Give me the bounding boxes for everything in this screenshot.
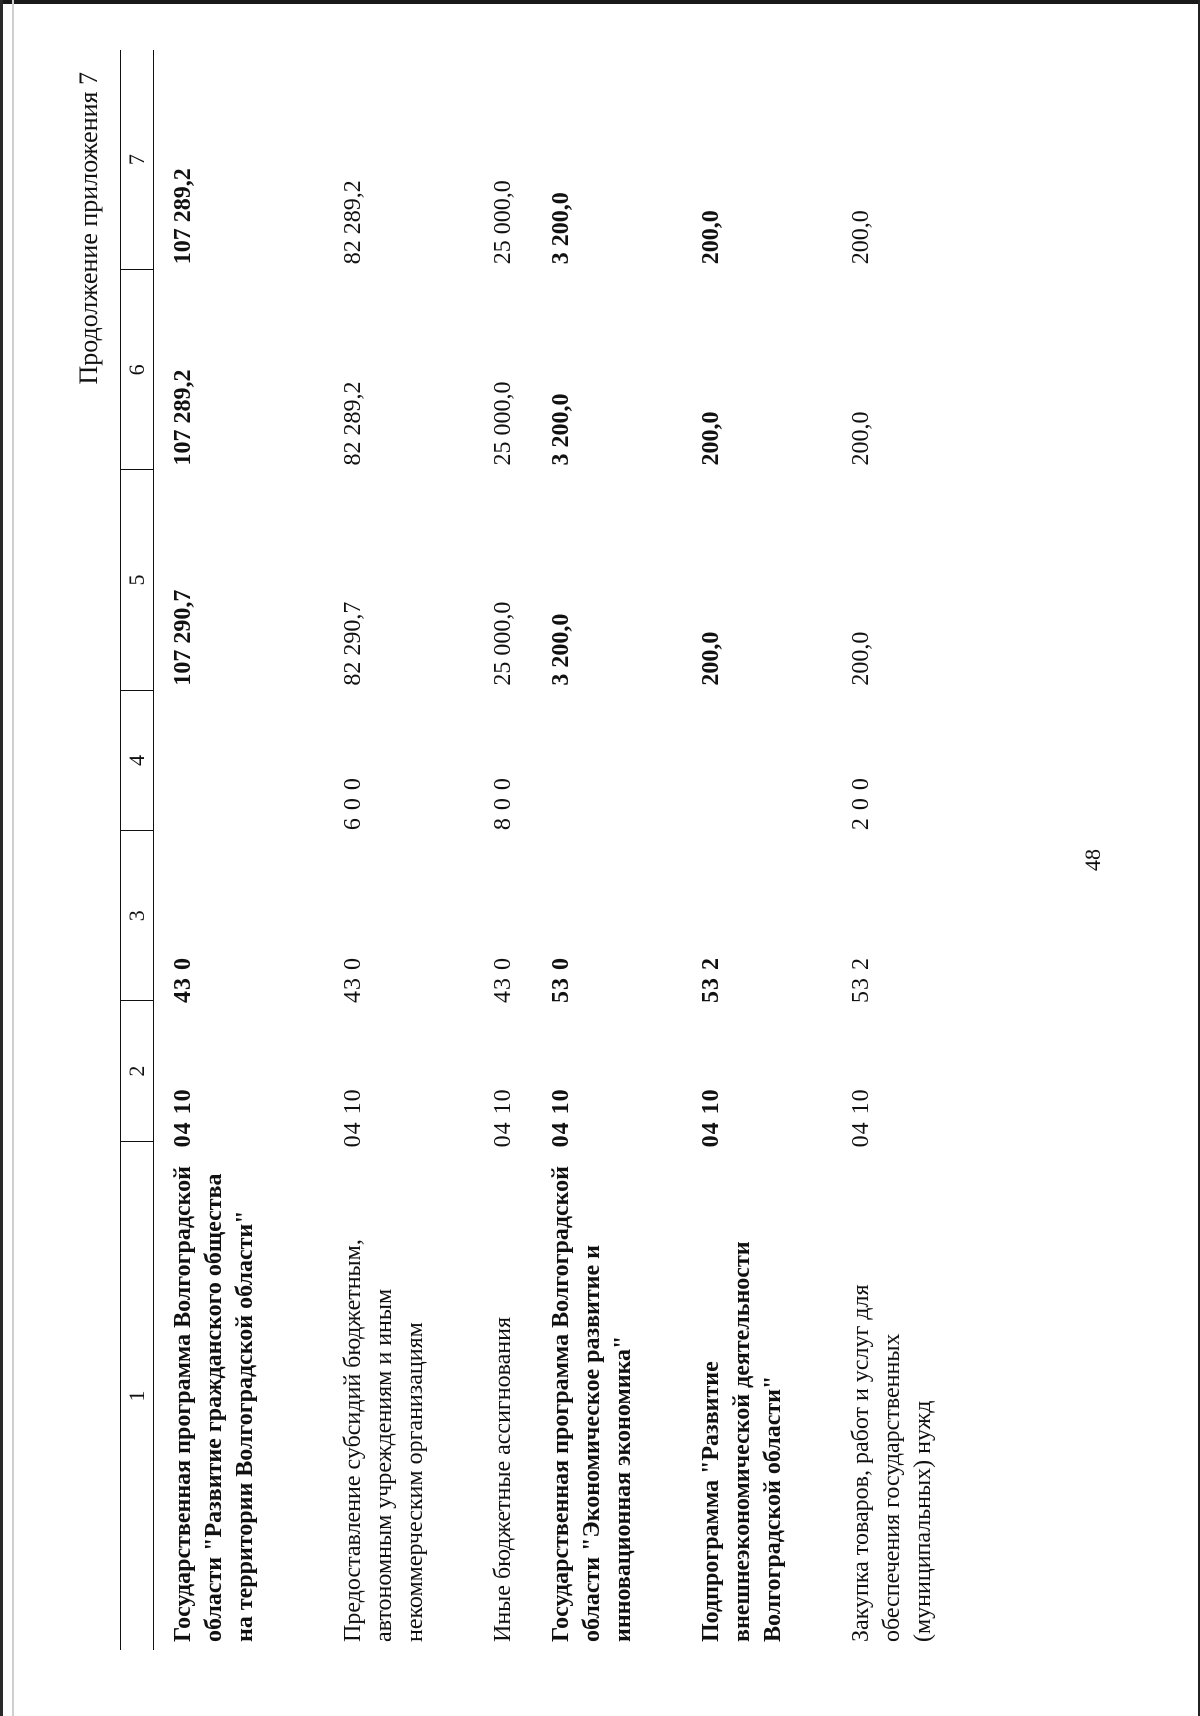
amount-col5: 3 200,0	[548, 613, 574, 686]
section-code: 04 10	[548, 1088, 574, 1148]
table-row	[846, 50, 956, 1650]
expense-type-code: 6 0 0	[340, 777, 366, 831]
row-name: Иные бюджетные ассигнования	[490, 1317, 516, 1642]
amount-col7: 200,0	[698, 210, 724, 265]
row-name: Предоставление субсидий бюджетным, автономным учреждениям и иным некоммерческим организациям	[340, 1239, 428, 1642]
amount-col6: 200,0	[698, 411, 724, 466]
section-code: 04 10	[490, 1088, 516, 1148]
column-number: 5	[121, 469, 153, 689]
amount-col7: 82 289,2	[340, 180, 366, 265]
column-number: 3	[121, 830, 153, 1000]
section-code: 04 10	[848, 1088, 874, 1148]
amount-col6: 25 000,0	[490, 381, 516, 466]
table-row	[546, 50, 696, 1650]
target-code: 53 2	[698, 956, 724, 1003]
row-name: Закупка товаров, работ и услуг для обеспечения государственных (муниципальных) нужд	[848, 1284, 936, 1642]
amount-col5: 107 290,7	[170, 589, 196, 686]
amount-col5: 82 290,7	[340, 601, 366, 686]
scan-edge-top	[0, 0, 1200, 4]
amount-col7: 200,0	[848, 210, 874, 265]
amount-col6: 3 200,0	[548, 393, 574, 466]
scan-edge-left-shadow	[12, 0, 14, 1716]
section-code: 04 10	[170, 1088, 196, 1148]
column-number: 7	[124, 154, 149, 166]
amount-col7: 107 289,2	[170, 168, 196, 265]
column-number: 4	[121, 690, 153, 830]
amount-col7: 3 200,0	[548, 192, 574, 265]
budget-table	[120, 50, 956, 1650]
section-code: 04 10	[340, 1088, 366, 1148]
row-name: Государственная программа Волгоградской области "Экономическое развитие и инновационная экономика"	[548, 1166, 636, 1642]
expense-type-code	[546, 692, 696, 836]
target-code: 43 0	[340, 956, 366, 1003]
amount-col5: 200,0	[698, 631, 724, 686]
column-number-header	[121, 50, 154, 1650]
row-name: Государственная программа Волгоградской области "Развитие гражданского общества на территории Волгоградской области"	[170, 1166, 258, 1642]
continuation-note: Продолжение приложения 7	[74, 72, 103, 385]
scan-edge-left	[0, 0, 3, 1716]
table-row	[696, 50, 846, 1650]
target-code: 53 0	[548, 956, 574, 1003]
row-name: Подпрограмма "Развитие внешнеэкономической деятельности Волгоградской области"	[698, 1241, 786, 1642]
expense-type-code: 8 0 0	[490, 777, 516, 831]
table-row	[168, 50, 338, 1650]
target-code: 43 0	[170, 956, 196, 1003]
target-code: 53 2	[848, 956, 874, 1003]
expense-type-code	[696, 692, 846, 836]
amount-col6: 200,0	[848, 411, 874, 466]
column-number: 6	[121, 269, 153, 469]
amount-col5: 200,0	[848, 631, 874, 686]
amount-col7: 25 000,0	[490, 180, 516, 265]
amount-col5: 25 000,0	[490, 601, 516, 686]
column-number: 2	[121, 1000, 153, 1140]
target-code: 43 0	[490, 956, 516, 1003]
page-number: 48	[1080, 849, 1105, 871]
expense-type-code: 2 0 0	[848, 777, 874, 831]
amount-col6: 82 289,2	[340, 381, 366, 466]
section-code: 04 10	[698, 1088, 724, 1148]
amount-col6: 107 289,2	[170, 369, 196, 466]
column-number: 1	[121, 1141, 153, 1650]
rotated-document-page	[20, 30, 1140, 1690]
table-row	[488, 50, 546, 1650]
table-row	[338, 50, 488, 1650]
expense-type-code	[168, 692, 338, 836]
